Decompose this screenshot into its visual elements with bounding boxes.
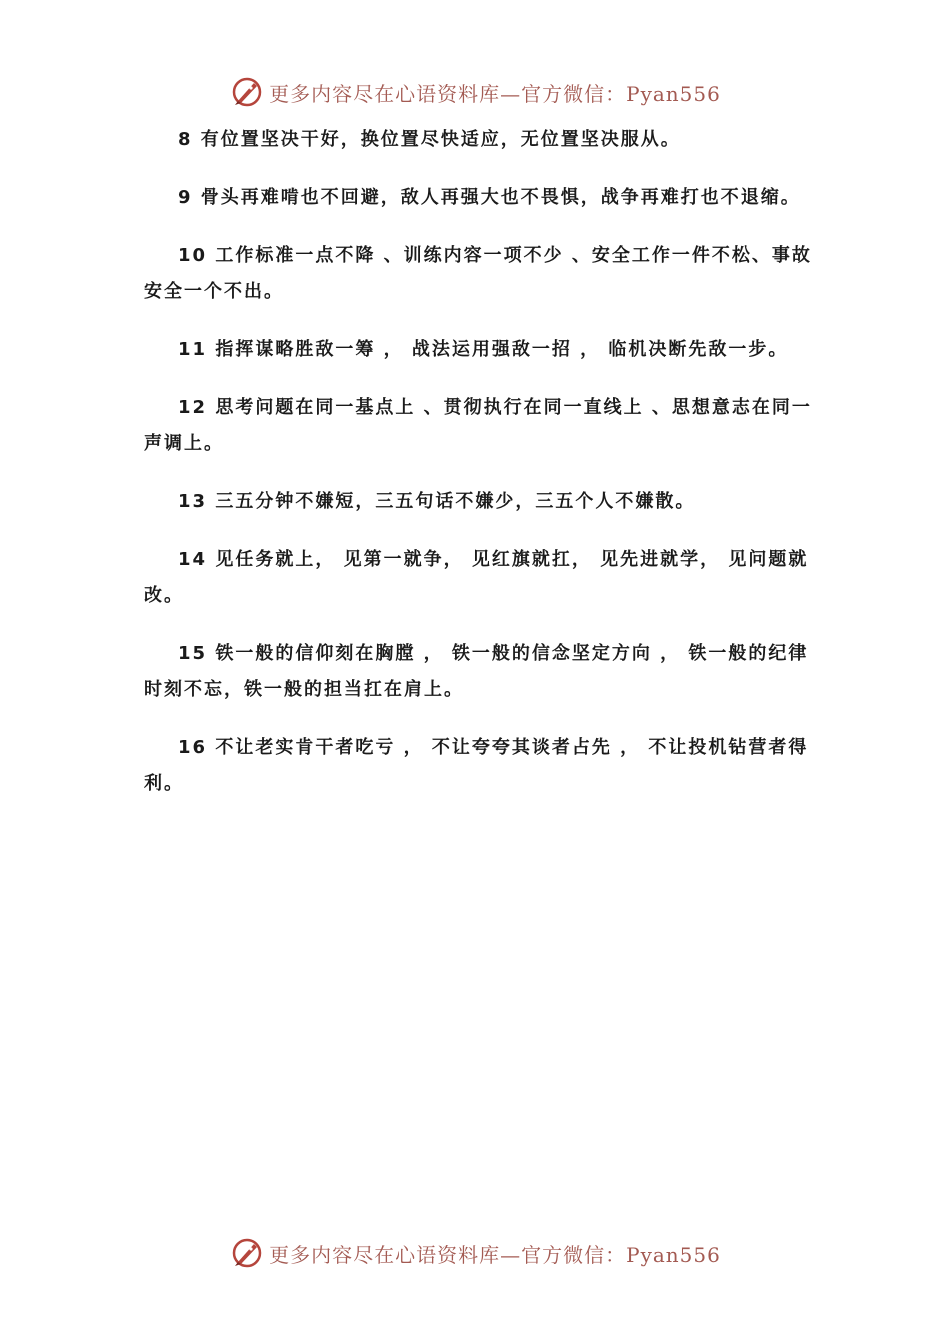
footer-watermark (0, 1233, 950, 1273)
list-item: 12 思考问题在同一基点上 、贯彻执行在同一直线上 、思想意志在同一声调上。 (144, 397, 812, 454)
list-item: 8 有位置坚决干好，换位置尽快适应，无位置坚决服从。 (178, 129, 681, 150)
pen-logo-icon (229, 1235, 265, 1271)
list-item: 14 见任务就上， 见第一就争， 见红旗就扛， 见先进就学， 见问题就改。 (144, 549, 809, 606)
list-item: 11 指挥谋略胜敌一筹 ， 战法运用强敌一招 ， 临机决断先敌一步。 (178, 339, 789, 360)
quote-list (144, 122, 812, 824)
list-item: 15 铁一般的信仰刻在胸膛 ， 铁一般的信念坚定方向 ， 铁一般的纪律时刻不忘，铁一般的担当扛在肩上。 (144, 643, 809, 700)
list-item: 13 三五分钟不嫌短，三五句话不嫌少，三五个人不嫌散。 (178, 491, 696, 512)
list-item: 9 骨头再难啃也不回避，敌人再强大也不畏惧，战争再难打也不退缩。 (178, 187, 801, 208)
watermark-text: 更多内容尽在心语资料库—官方微信：Pyan556 (269, 81, 721, 106)
watermark-text: 更多内容尽在心语资料库—官方微信：Pyan556 (269, 1242, 721, 1267)
list-item: 10 工作标准一点不降 、训练内容一项不少 、安全工作一件不松、事故安全一个不出。 (144, 245, 812, 302)
list-item: 16 不让老实肯干者吃亏 ， 不让夸夸其谈者占先 ， 不让投机钻营者得利。 (144, 737, 809, 794)
header-watermark (0, 72, 950, 112)
pen-logo-icon (229, 74, 265, 110)
